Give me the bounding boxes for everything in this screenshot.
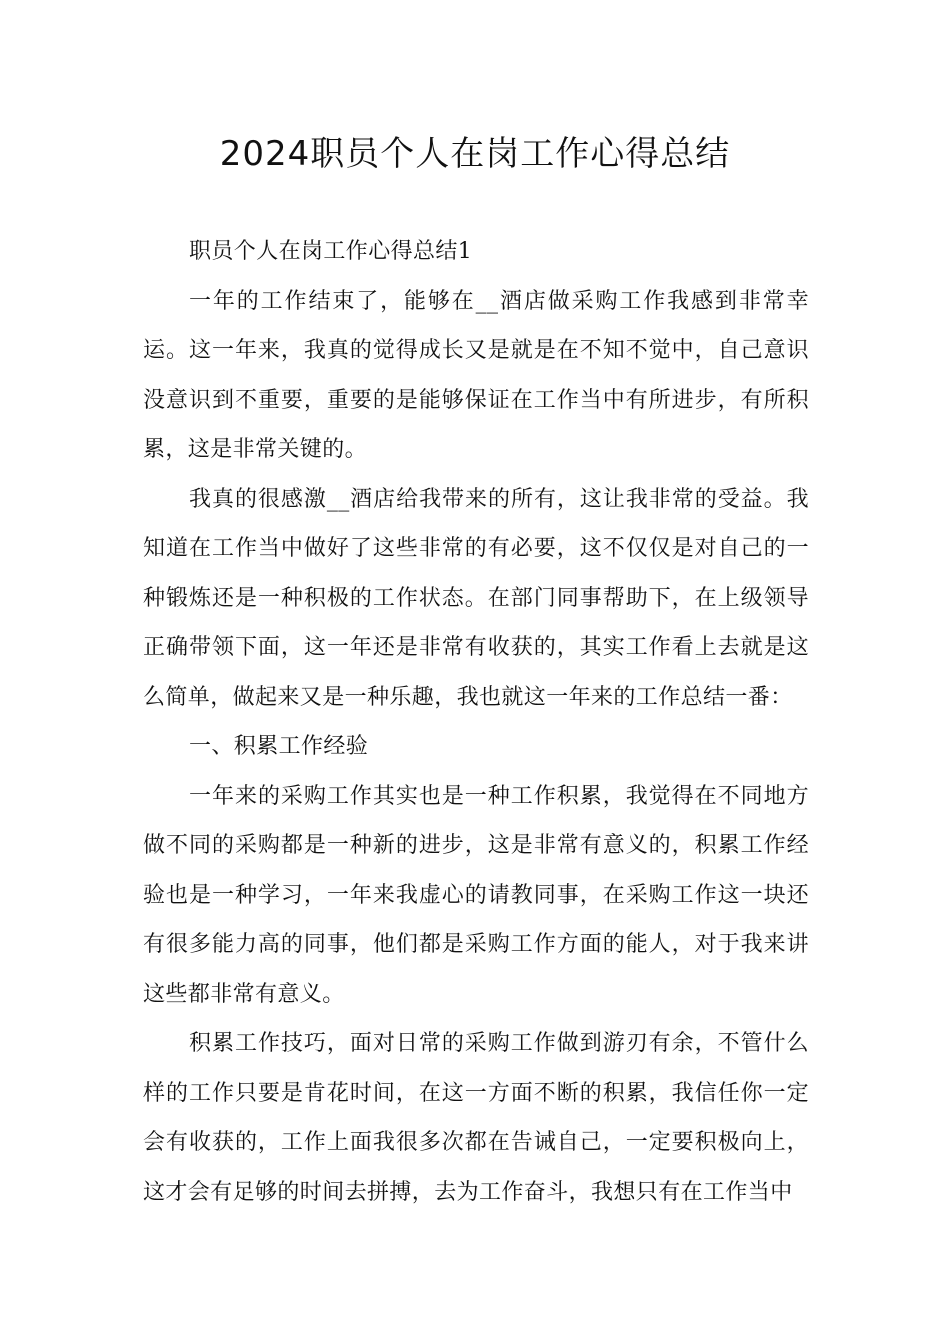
subsection-heading: 一、积累工作经验 [189, 734, 369, 759]
document-title: 2024职员个人在岗工作心得总结 [219, 134, 731, 174]
document-body [143, 227, 809, 1217]
paragraph: 积累工作技巧，面对日常的采购工作做到游刃有余，不管什么样的工作只要是肯花时间，在这一方面不断的积累，我信任你一定会有收获的，工作上面我很多次都在告诫自己，一定要积极向上，这才会有足够的时间去拼搏，去为工作奋斗，我想只有在工作当中 [143, 1031, 809, 1205]
paragraph: 我真的很感激__酒店给我带来的所有，这让我非常的受益。我知道在工作当中做好了这些非常的有必要，这不仅仅是对自己的一种锻炼还是一种积极的工作状态。在部门同事帮助下，在上级领导正确带领下面，这一年还是非常有收获的，其实工作看上去就是这么简单，做起来又是一种乐趣，我也就这一年来的工作总结一番： [143, 486, 809, 710]
paragraph: 一年的工作结束了，能够在__酒店做采购工作我感到非常幸运。这一年来，我真的觉得成长又是就是在不知不觉中，自己意识没意识到不重要，重要的是能够保证在工作当中有所进步，有所积累，这是非常关键的。 [143, 288, 809, 462]
paragraph: 一年来的采购工作其实也是一种工作积累，我觉得在不同地方做不同的采购都是一种新的进步，这是非常有意义的，积累工作经验也是一种学习，一年来我虚心的请教同事，在采购工作这一块还有很多能力高的同事，他们都是采购工作方面的能人，对于我来讲这些都非常有意义。 [143, 783, 809, 1007]
section-heading: 职员个人在岗工作心得总结1 [189, 239, 473, 264]
